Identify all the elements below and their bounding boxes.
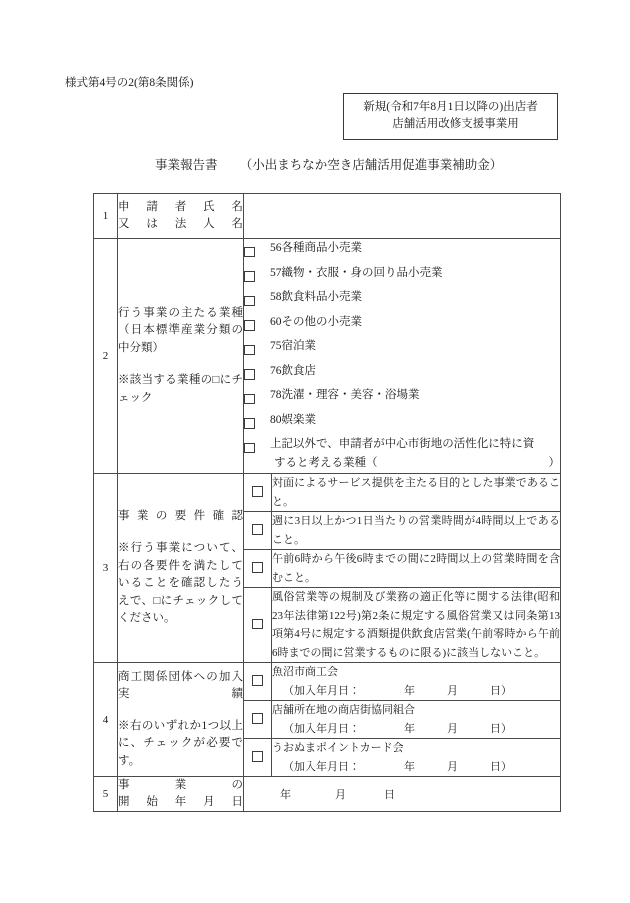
document-title: 事業報告書 — [155, 158, 218, 172]
membership-checkbox-2[interactable] — [244, 701, 272, 739]
form-number: 様式第4号の2(第8条関係) — [65, 77, 194, 89]
label-line-2: 又は法人名 — [118, 218, 243, 230]
membership-entry-3 — [272, 739, 561, 777]
applicant-name-input[interactable] — [244, 194, 561, 239]
checkbox-item-other[interactable] — [244, 435, 560, 473]
label-note: ※行う事業について、右の各要件を満たしていることを確認したうえで、□にチェックしてください。 — [118, 542, 243, 625]
checkbox-icon[interactable] — [252, 562, 263, 573]
checkbox-icon[interactable] — [252, 675, 263, 686]
checkbox-item[interactable] — [244, 313, 560, 338]
checkbox-icon[interactable] — [244, 435, 270, 460]
label-note: ※該当する業種の□にチェック — [118, 374, 243, 404]
membership-join-date[interactable] — [272, 720, 560, 739]
checkbox-item[interactable] — [244, 288, 560, 313]
document-subtitle: （小出まちなか空き店舗活用促進事業補助金） — [239, 158, 503, 172]
checkbox-label: 76飲食店 — [270, 364, 316, 377]
join-date-month: 月 — [447, 722, 458, 735]
requirement-checkbox-1[interactable] — [244, 474, 272, 512]
checkbox-icon[interactable] — [244, 411, 270, 436]
checkbox-icon[interactable] — [252, 486, 263, 497]
checkbox-label: 80娯楽業 — [270, 413, 316, 426]
checkbox-icon[interactable] — [244, 239, 270, 264]
start-date-month: 月 — [335, 789, 346, 801]
row-number: 2 — [94, 239, 118, 474]
join-date-year: 年 — [404, 722, 415, 735]
join-date-prefix: （加入年月日： — [283, 760, 360, 773]
page-title — [155, 155, 502, 173]
label-main: 行う事業の主たる業種（日本標準産業分類の中分類） — [118, 306, 243, 354]
requirement-text-4: 風俗営業等の規制及び業務の適正化等に関する法律(昭和23年法律第122号)第2条に規定する風俗営業又は同条第13項第4号に規定する酒類提供飲食店営業(午前零時から午前6時までの間に営業するものに限る)に該当しないこと。 — [272, 588, 561, 663]
checkbox-icon[interactable] — [252, 713, 263, 724]
row-label-start-date — [118, 777, 244, 812]
row-label-memberships — [118, 663, 244, 777]
join-date-day: 日） — [490, 722, 512, 735]
requirement-text-1: 対面によるサービス提供を主たる目的とした事業であること。 — [272, 474, 561, 512]
checkbox-icon[interactable] — [244, 264, 270, 289]
row-label-applicant-name — [118, 194, 244, 239]
start-date-input[interactable] — [244, 777, 561, 812]
row-number: 3 — [94, 474, 118, 663]
join-date-month: 月 — [447, 760, 458, 773]
row-label-requirements — [118, 474, 244, 663]
label-line-2: 開始年月日 — [118, 796, 243, 808]
table-row-applicant-name — [94, 194, 561, 239]
membership-join-date[interactable] — [272, 682, 560, 701]
checkbox-item[interactable] — [244, 239, 560, 264]
start-date-day: 日 — [384, 789, 395, 801]
requirement-text-3: 午前6時から午後6時までの間に2時間以上の営業時間を含むこと。 — [272, 550, 561, 588]
checkbox-icon[interactable] — [252, 751, 263, 762]
requirement-text-2: 週に3日以上かつ1日当たりの営業時間が4時間以上であること。 — [272, 512, 561, 550]
checkbox-icon[interactable] — [252, 619, 263, 630]
table-row-start-date — [94, 777, 561, 812]
checkbox-item[interactable] — [244, 264, 560, 289]
report-form-table — [93, 193, 561, 812]
checkbox-label: 57織物・衣服・身の回り品小売業 — [270, 266, 443, 279]
checkbox-item[interactable] — [244, 362, 560, 387]
other-line-2 — [270, 454, 560, 473]
purpose-box — [343, 93, 558, 140]
table-row-memberships — [94, 663, 561, 701]
other-line-1: 上記以外で、申請者が中心市街地の活性化に特に資 — [270, 438, 535, 450]
membership-entry-2 — [272, 701, 561, 739]
start-date-year: 年 — [280, 789, 291, 801]
checkbox-label: 75宿泊業 — [270, 340, 316, 352]
business-type-checklist — [244, 239, 561, 474]
row-number: 1 — [94, 194, 118, 239]
membership-name: 魚沼市商工会 — [272, 666, 338, 678]
checkbox-label: 56各種商品小売業 — [270, 242, 362, 254]
join-date-month: 月 — [447, 684, 458, 697]
label-line-1: 申請者氏名 — [118, 201, 243, 213]
membership-name: 店舗所在地の商店街協同組合 — [272, 704, 415, 716]
row-label-business-type — [118, 239, 244, 474]
join-date-year: 年 — [404, 684, 415, 697]
join-date-prefix: （加入年月日： — [283, 722, 360, 735]
membership-join-date[interactable] — [272, 758, 560, 777]
checkbox-label-other — [270, 435, 560, 473]
row-number: 5 — [94, 777, 118, 812]
join-date-day: 日） — [490, 684, 512, 697]
checkbox-icon[interactable] — [252, 524, 263, 535]
label-main: 商工関係団体への加入実績 — [118, 670, 243, 700]
membership-checkbox-3[interactable] — [244, 739, 272, 777]
checkbox-label: 58飲食料品小売業 — [270, 291, 362, 303]
requirement-checkbox-2[interactable] — [244, 512, 272, 550]
checkbox-icon[interactable] — [244, 337, 270, 362]
checkbox-item[interactable] — [244, 411, 560, 436]
table-row-business-type — [94, 239, 561, 474]
checkbox-icon[interactable] — [244, 386, 270, 411]
checkbox-item[interactable] — [244, 337, 560, 362]
requirement-checkbox-3[interactable] — [244, 550, 272, 588]
checkbox-icon[interactable] — [244, 362, 270, 387]
membership-checkbox-1[interactable] — [244, 663, 272, 701]
membership-entry-1 — [272, 663, 561, 701]
label-line-1: 事業の — [118, 779, 243, 791]
join-date-day: 日） — [490, 760, 512, 773]
other-line-2-text: すると考える業種（ — [274, 457, 378, 469]
checkbox-label: 60その他の小売業 — [270, 315, 362, 328]
requirement-checkbox-4[interactable] — [244, 588, 272, 663]
checkbox-icon[interactable] — [244, 313, 270, 338]
join-date-prefix: （加入年月日： — [283, 684, 360, 697]
checkbox-icon[interactable] — [244, 288, 270, 313]
checkbox-label: 78洗濯・理容・美容・浴場業 — [270, 389, 420, 401]
label-main: 事業の要件確認 — [118, 510, 243, 523]
purpose-line-2: 店舗活用改修支援事業用 — [392, 118, 519, 130]
purpose-line-1: 新規(令和7年8月1日以降の)出店者 — [363, 101, 538, 113]
label-note: ※右のいずれか1つ以上に、チェックが必要です。 — [118, 719, 243, 767]
join-date-year: 年 — [404, 760, 415, 773]
row-number: 4 — [94, 663, 118, 777]
other-line-2-close: ） — [548, 457, 560, 469]
table-row-requirements — [94, 474, 561, 512]
checkbox-item[interactable] — [244, 386, 560, 411]
membership-name: うおぬまポイントカード会 — [272, 742, 404, 754]
